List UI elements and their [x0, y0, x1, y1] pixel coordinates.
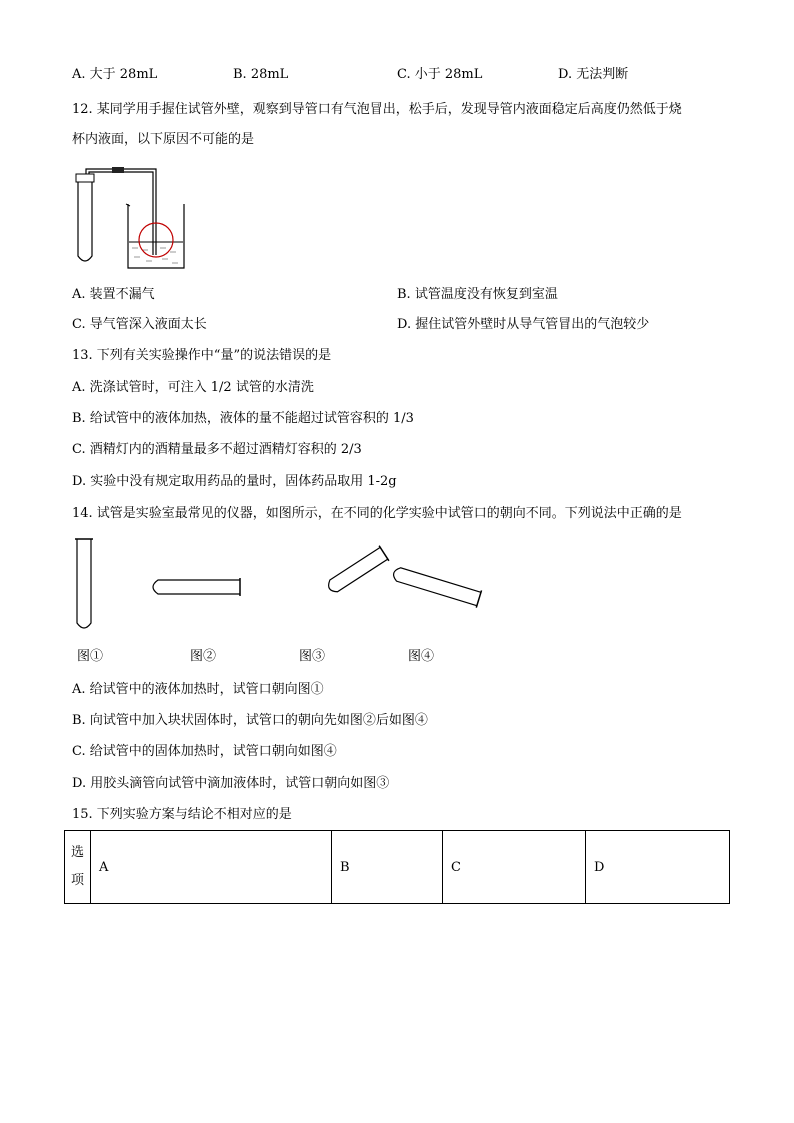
q12-stem-line2: 杯内液面，以下原因不可能的是	[72, 132, 255, 147]
q13-option-b: B. 给试管中的液体加热，液体的量不能超过试管容积的 1/3	[72, 411, 414, 426]
test-tube-tilted-down-icon	[391, 564, 481, 607]
table-col-c: C	[443, 831, 586, 904]
table-header-option: 选 项	[65, 831, 91, 904]
fig-caption-1: 图①	[77, 649, 104, 664]
q14-option-b: B. 向试管中加入块状固体时，试管口的朝向先如图②后如图④	[72, 713, 428, 728]
q12-option-b: B. 试管温度没有恢复到室温	[397, 287, 558, 302]
q14-stem: 14. 试管是实验室最常见的仪器，如图所示，在不同的化学实验中试管口的朝向不同。下列说法中正确的是	[72, 506, 682, 521]
table-col-a: A	[91, 831, 332, 904]
q11-option-a: A. 大于 28mL	[72, 67, 158, 82]
q13-option-d: D. 实验中没有规定取用药品的量时，固体药品取用 1-2g	[72, 474, 397, 489]
q11-option-b: B. 28mL	[233, 67, 289, 82]
q12-stem-line1: 12. 某同学用手握住试管外壁，观察到导管口有气泡冒出，松手后，发现导管内液面稳定后高度仍然低于烧	[72, 102, 682, 117]
test-tube-horizontal-icon	[153, 578, 240, 596]
fig-caption-2: 图②	[190, 649, 217, 664]
q11-option-c: C. 小于 28mL	[397, 67, 483, 82]
test-tube-tilted-up-icon	[325, 546, 389, 596]
table-col-b: B	[332, 831, 443, 904]
q14-option-c: C. 给试管中的固体加热时，试管口朝向如图④	[72, 744, 337, 759]
table-col-d: D	[586, 831, 730, 904]
fig-caption-3: 图③	[299, 649, 326, 664]
fig-caption-4: 图④	[408, 649, 435, 664]
q11-option-d: D. 无法判断	[558, 67, 629, 82]
test-tube-upright-icon	[75, 539, 93, 628]
q13-stem: 13. 下列有关实验操作中“量”的说法错误的是	[72, 348, 332, 363]
q12-apparatus-figure	[72, 160, 187, 270]
q14-test-tube-figures	[70, 535, 490, 640]
q13-option-a: A. 洗涤试管时，可注入 1/2 试管的水清洗	[72, 380, 314, 395]
q15-options-table	[64, 830, 730, 904]
q14-option-a: A. 给试管中的液体加热时，试管口朝向图①	[72, 682, 324, 697]
q12-option-d: D. 握住试管外壁时从导气管冒出的气泡较少	[397, 317, 650, 332]
q13-option-c: C. 酒精灯内的酒精量最多不超过酒精灯容积的 2/3	[72, 442, 362, 457]
q14-option-d: D. 用胶头滴管向试管中滴加液体时，试管口朝向如图③	[72, 776, 390, 791]
q12-option-a: A. 装置不漏气	[72, 287, 155, 302]
q15-stem: 15. 下列实验方案与结论不相对应的是	[72, 807, 292, 822]
q12-option-c: C. 导气管深入液面太长	[72, 317, 207, 332]
